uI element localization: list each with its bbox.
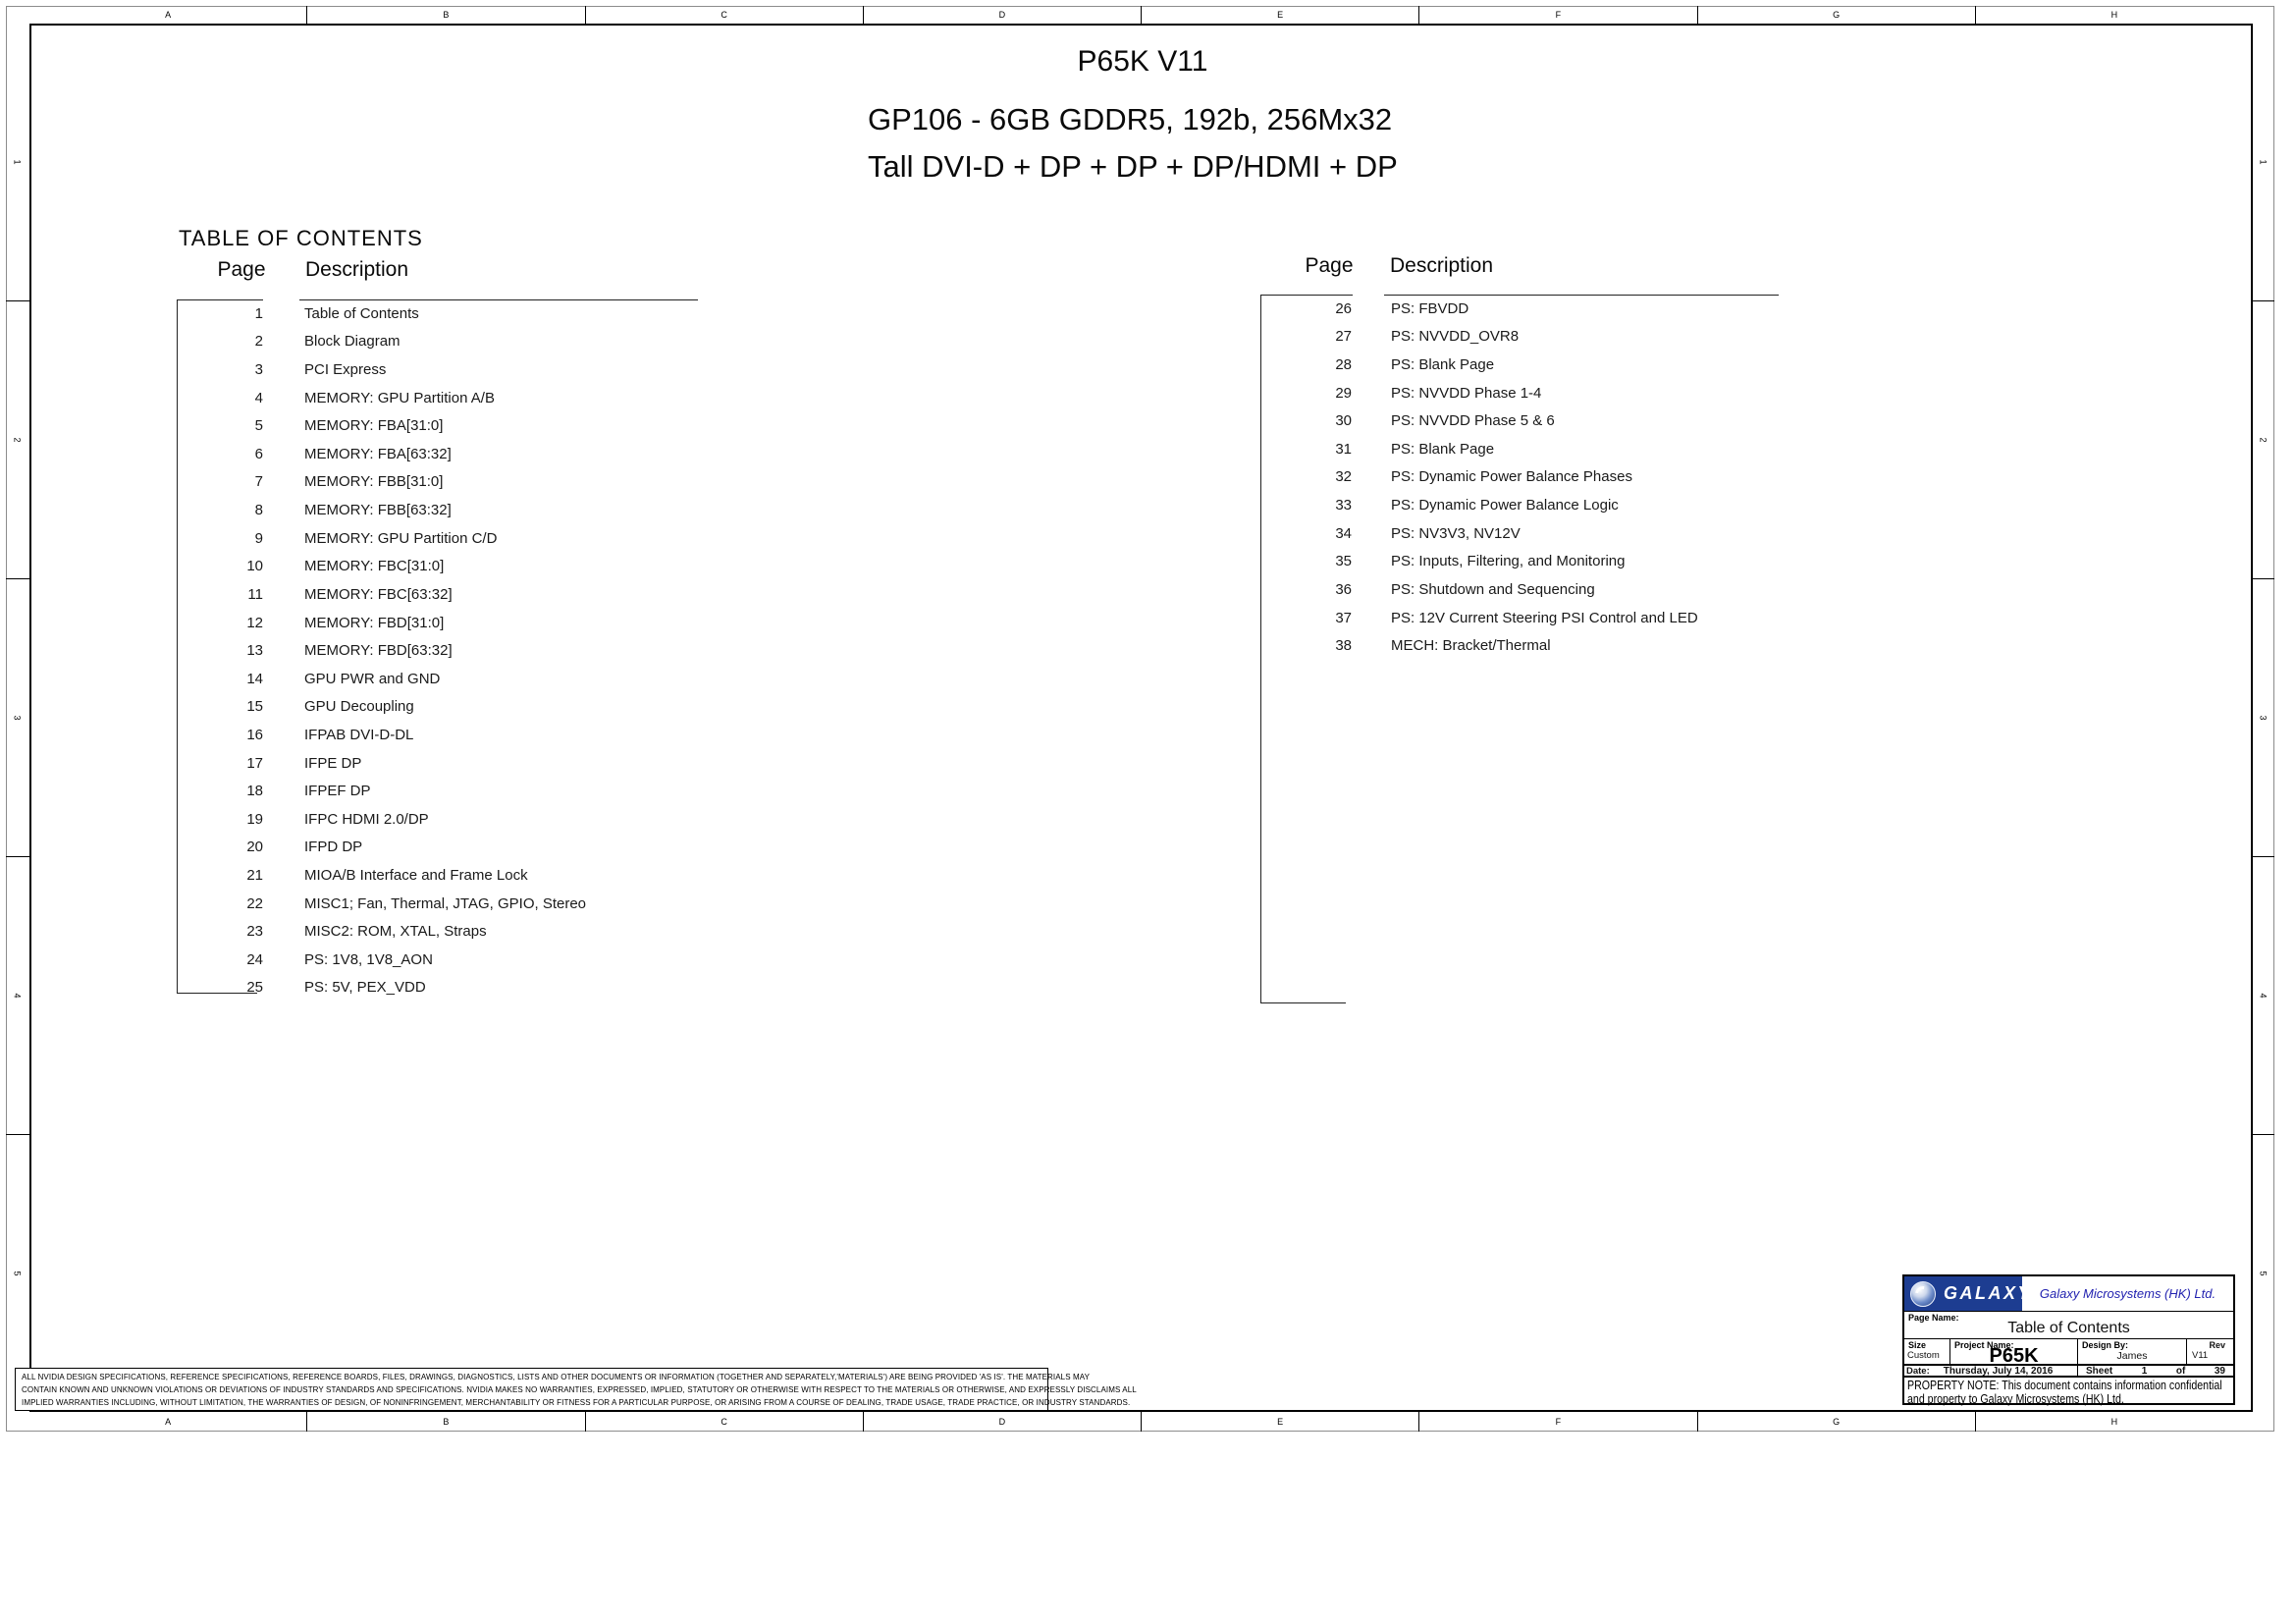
grid-ref-H — [1976, 1412, 2253, 1432]
toc-description: IFPE DP — [304, 754, 362, 772]
date-label: Date: — [1906, 1365, 1930, 1377]
toc-row — [183, 946, 1027, 974]
toc-row — [183, 861, 1027, 890]
toc-page-number: 5 — [254, 417, 263, 435]
toc-row — [1266, 519, 2110, 548]
toc-left-description-header: Description — [305, 258, 409, 281]
toc-description: MEMORY: FBC[31:0] — [304, 558, 445, 575]
project-row — [1904, 1339, 2233, 1366]
toc-description: PS: Blank Page — [1391, 356, 1495, 374]
toc-description: IFPC HDMI 2.0/DP — [304, 810, 429, 828]
toc-description: MECH: Bracket/Thermal — [1391, 637, 1551, 655]
toc-page-number: 13 — [246, 642, 263, 660]
grid-ref-D — [864, 6, 1142, 24]
toc-page-number: 10 — [246, 558, 263, 575]
grid-ruler-bottom — [29, 1412, 2253, 1432]
toc-row — [1266, 435, 2110, 463]
toc-row — [1266, 323, 2110, 352]
grid-ref-4 — [6, 857, 29, 1135]
toc-row — [183, 834, 1027, 862]
toc-row — [183, 552, 1027, 580]
toc-description: PS: 1V8, 1V8_AON — [304, 950, 433, 968]
subtitle-memory-config: GP106 - 6GB GDDR5, 192b, 256Mx32 — [868, 102, 1393, 136]
toc-list-left — [183, 299, 1027, 1001]
toc-page-number: 37 — [1335, 609, 1352, 626]
grid-ref-label: 5 — [12, 1271, 23, 1276]
grid-ref-2 — [6, 301, 29, 579]
grid-ref-label: E — [1277, 10, 1284, 20]
rev-value: V11 — [2192, 1350, 2209, 1361]
toc-description: PS: FBVDD — [1391, 299, 1469, 317]
grid-ref-label: B — [443, 1417, 450, 1427]
toc-page-number: 2 — [254, 333, 263, 351]
toc-description: IFPD DP — [304, 839, 363, 856]
sheet-cell — [2078, 1366, 2233, 1376]
toc-description: PS: NVVDD Phase 1-4 — [1391, 384, 1542, 402]
legal-line: ALL NVIDIA DESIGN SPECIFICATIONS, REFERENCE SPECIFICATIONS, REFERENCE BOARDS, FILES, DRAWINGS, DIAGNOSTICS, LISTS AND OTHER DOCUMENTS OR INFORMATION (TOGETHER AND SEPARATELY,'MATERIALS') ARE BEING PROVIDED 'AS IS'. THE MATERIALS MAY — [22, 1373, 1091, 1381]
toc-right-description-header: Description — [1390, 254, 1494, 277]
toc-right-bracket-vline — [1260, 295, 1261, 1003]
toc-page-number: 22 — [246, 894, 263, 912]
sheet-total: 39 — [2214, 1365, 2225, 1377]
title-block — [1902, 1274, 2235, 1405]
grid-ref-label: B — [443, 10, 450, 20]
toc-row — [1266, 491, 2110, 519]
galaxy-logo — [1904, 1276, 2033, 1311]
toc-page-number: 8 — [254, 502, 263, 519]
toc-description: GPU Decoupling — [304, 698, 414, 716]
toc-page-number: 14 — [246, 670, 263, 687]
grid-ref-label: 1 — [12, 159, 23, 165]
grid-ref-label: A — [165, 1417, 172, 1427]
toc-description: PS: Dynamic Power Balance Phases — [1391, 468, 1632, 486]
toc-row — [183, 890, 1027, 918]
toc-page-number: 20 — [246, 839, 263, 856]
toc-page-number: 26 — [1335, 299, 1352, 317]
size-cell — [1904, 1339, 1950, 1364]
toc-page-number: 23 — [246, 923, 263, 941]
toc-description: MEMORY: FBA[31:0] — [304, 417, 444, 435]
toc-row — [1266, 463, 2110, 492]
project-name-value: P65K — [1989, 1345, 2039, 1367]
toc-row — [183, 917, 1027, 946]
toc-row — [183, 299, 1027, 328]
sheet-number: 1 — [2141, 1365, 2148, 1377]
grid-ref-2 — [2253, 301, 2274, 579]
toc-row — [183, 411, 1027, 440]
toc-page-number: 25 — [246, 979, 263, 997]
grid-ref-F — [1419, 1412, 1697, 1432]
grid-ref-E — [1142, 1412, 1419, 1432]
grid-ref-label: G — [1833, 1417, 1841, 1427]
board-title: P65K V11 — [1077, 45, 1208, 78]
grid-ref-label: 3 — [12, 715, 23, 721]
toc-description: MEMORY: GPU Partition C/D — [304, 529, 498, 547]
toc-description: MEMORY: FBB[63:32] — [304, 502, 452, 519]
toc-description: IFPEF DP — [304, 783, 371, 800]
toc-page-number: 27 — [1335, 328, 1352, 346]
date-cell — [1904, 1366, 2078, 1376]
project-name-cell — [1950, 1339, 2078, 1367]
rev-label: Rev — [2209, 1340, 2225, 1350]
grid-ref-3 — [6, 579, 29, 857]
toc-row — [183, 974, 1027, 1002]
design-by-value: James — [2116, 1350, 2148, 1362]
size-value: Custom — [1907, 1350, 1940, 1361]
toc-page-number: 12 — [246, 614, 263, 631]
grid-ref-label: 4 — [2258, 993, 2269, 999]
grid-ref-label: A — [165, 10, 172, 20]
toc-right-page-header: Page — [1305, 254, 1354, 277]
toc-description: PS: Inputs, Filtering, and Monitoring — [1391, 553, 1626, 570]
grid-ref-label: H — [2110, 10, 2118, 20]
property-note-row — [1904, 1378, 2233, 1408]
toc-row — [183, 580, 1027, 609]
project-name-label: Project Name: — [1954, 1340, 2014, 1350]
grid-ref-C — [586, 1412, 864, 1432]
grid-ref-label: C — [721, 1417, 727, 1427]
toc-description: MEMORY: FBB[31:0] — [304, 473, 444, 491]
toc-page-number: 35 — [1335, 553, 1352, 570]
toc-row — [183, 777, 1027, 805]
grid-ref-4 — [2253, 857, 2274, 1135]
grid-ref-label: C — [721, 10, 727, 20]
toc-row — [183, 636, 1027, 665]
grid-ref-3 — [2253, 579, 2274, 857]
grid-ref-D — [864, 1412, 1142, 1432]
legal-line: CONTAIN KNOWN AND UNKNOWN VIOLATIONS OR DEVIATIONS OF INDUSTRY STANDARDS AND SPECIFICATIONS. NVIDIA MAKES NO WARRANTIES, EXPRESSED, IMPLIED, STATUTORY OR OTHERWISE WITH RESPECT TO THE MATERIALS OR OTHERWISE, AND EXPRESSLY DISCLAIMS ALL — [22, 1385, 1137, 1394]
grid-ref-label: 5 — [2258, 1271, 2269, 1276]
company-name: Galaxy Microsystems (HK) Ltd. — [2039, 1286, 2216, 1301]
legal-line: IMPLIED WARRANTIES INCLUDING, WITHOUT LIMITATION, THE WARRANTIES OF DESIGN, OF NONINFRINGEMENT, MERCHANTABILITY OR FITNESS FOR A PARTICULAR PURPOSE, OR ARISING FROM A COURSE OF DEALING, TRADE USAGE, TRADE PRACTICE, OR INDUSTRY STANDARDS. — [22, 1398, 1131, 1407]
toc-page-number: 28 — [1335, 356, 1352, 374]
toc-description: Block Diagram — [304, 333, 400, 351]
grid-ref-G — [1698, 6, 1976, 24]
page-name-row — [1904, 1312, 2233, 1339]
toc-row — [1266, 604, 2110, 632]
toc-description: PS: 5V, PEX_VDD — [304, 979, 426, 997]
toc-row — [183, 805, 1027, 834]
grid-ref-1 — [6, 24, 29, 301]
toc-description: IFPAB DVI-D-DL — [304, 726, 414, 743]
grid-ref-label: F — [1555, 1417, 1562, 1427]
toc-description: PS: Dynamic Power Balance Logic — [1391, 497, 1619, 514]
toc-description: PS: 12V Current Steering PSI Control and LED — [1391, 609, 1698, 626]
toc-description: GPU PWR and GND — [304, 670, 441, 687]
toc-page-number: 7 — [254, 473, 263, 491]
toc-page-number: 30 — [1335, 412, 1352, 430]
sheet-of-label: of — [2175, 1365, 2186, 1377]
toc-page-number: 11 — [247, 585, 263, 603]
toc-page-number: 38 — [1335, 637, 1352, 655]
toc-row — [183, 524, 1027, 553]
grid-ref-label: D — [998, 10, 1006, 20]
grid-ref-label: F — [1555, 10, 1562, 20]
grid-ref-C — [586, 6, 864, 24]
toc-row — [1266, 351, 2110, 379]
toc-heading: TABLE OF CONTENTS — [179, 226, 423, 250]
toc-row — [183, 721, 1027, 749]
subtitle-display-config: Tall DVI-D + DP + DP + DP/HDMI + DP — [868, 149, 1398, 184]
grid-ref-label: 3 — [2258, 715, 2269, 721]
grid-ref-label: E — [1277, 1417, 1284, 1427]
title-block-logo-row — [1904, 1276, 2233, 1312]
toc-description: PS: NV3V3, NV12V — [1391, 524, 1521, 542]
toc-page-number: 18 — [246, 783, 263, 800]
toc-row — [1266, 547, 2110, 575]
toc-description: MISC2: ROM, XTAL, Straps — [304, 923, 487, 941]
galaxy-logo-text: GALAXY — [1944, 1283, 2033, 1303]
toc-page-number: 15 — [246, 698, 263, 716]
design-by-label: Design By: — [2082, 1340, 2129, 1350]
company-cell — [2022, 1276, 2233, 1311]
toc-page-number: 33 — [1335, 497, 1352, 514]
grid-ref-E — [1142, 6, 1419, 24]
grid-ref-A — [29, 1412, 307, 1432]
design-by-cell — [2078, 1339, 2187, 1364]
property-note: PROPERTY NOTE: This document contains information confidential and property to Galaxy Microsystems (HK) Ltd. — [1907, 1379, 2222, 1406]
toc-page-number: 19 — [246, 810, 263, 828]
toc-page-number: 29 — [1335, 384, 1352, 402]
grid-ruler-left — [6, 24, 29, 1412]
toc-description: MEMORY: GPU Partition A/B — [304, 389, 495, 406]
toc-row — [1266, 379, 2110, 407]
grid-ref-label: 1 — [2258, 159, 2269, 165]
grid-ref-B — [307, 6, 585, 24]
toc-row — [183, 693, 1027, 722]
toc-page-number: 36 — [1335, 580, 1352, 598]
toc-row — [183, 609, 1027, 637]
toc-description: PCI Express — [304, 361, 387, 379]
grid-ref-F — [1419, 6, 1697, 24]
toc-page-number: 21 — [246, 866, 263, 884]
page-name-value: Table of Contents — [2007, 1320, 2130, 1336]
toc-page-number: 16 — [246, 726, 263, 743]
date-value: Thursday, July 14, 2016 — [1943, 1365, 2054, 1377]
grid-ref-label: G — [1833, 10, 1841, 20]
toc-row — [183, 440, 1027, 468]
toc-description: MEMORY: FBD[63:32] — [304, 642, 453, 660]
grid-ref-G — [1698, 1412, 1976, 1432]
grid-ref-5 — [2253, 1135, 2274, 1412]
toc-row — [1266, 406, 2110, 435]
grid-ref-1 — [2253, 24, 2274, 301]
toc-description: MEMORY: FBA[63:32] — [304, 445, 452, 462]
grid-ruler-right — [2253, 24, 2274, 1412]
toc-row — [183, 496, 1027, 524]
toc-row — [183, 328, 1027, 356]
toc-page-number: 17 — [246, 754, 263, 772]
grid-ref-label: H — [2110, 1417, 2118, 1427]
toc-row — [1266, 575, 2110, 604]
toc-description: PS: Blank Page — [1391, 440, 1495, 458]
grid-ruler-top — [29, 6, 2253, 24]
toc-page-number: 4 — [254, 389, 263, 406]
galaxy-globe-icon — [1910, 1281, 1936, 1307]
toc-page-number: 24 — [246, 950, 263, 968]
toc-list-right — [1266, 295, 2110, 660]
nvidia-legal-notice — [15, 1368, 1137, 1411]
grid-ref-A — [29, 6, 307, 24]
grid-ref-label: 2 — [2258, 437, 2269, 443]
toc-row — [183, 665, 1027, 693]
grid-ref-label: 2 — [12, 437, 23, 443]
date-sheet-row — [1904, 1366, 2233, 1378]
rev-cell — [2187, 1339, 2233, 1364]
toc-page-number: 1 — [254, 304, 263, 322]
toc-row — [183, 468, 1027, 497]
toc-left-page-header: Page — [217, 258, 266, 281]
grid-ref-B — [307, 1412, 585, 1432]
sheet-label: Sheet — [2086, 1365, 2113, 1377]
toc-description: MEMORY: FBC[63:32] — [304, 585, 453, 603]
toc-row — [183, 355, 1027, 384]
toc-description: MISC1; Fan, Thermal, JTAG, GPIO, Stereo — [304, 894, 587, 912]
toc-page-number: 34 — [1335, 524, 1352, 542]
toc-page-number: 9 — [254, 529, 263, 547]
toc-row — [1266, 631, 2110, 660]
grid-ref-label: 4 — [12, 993, 23, 999]
toc-description: MIOA/B Interface and Frame Lock — [304, 866, 528, 884]
toc-page-number: 32 — [1335, 468, 1352, 486]
grid-ref-label: D — [998, 1417, 1006, 1427]
toc-right-bracket-bottom-hline — [1260, 1002, 1346, 1003]
toc-description: Table of Contents — [304, 304, 419, 322]
toc-row — [183, 749, 1027, 778]
toc-description: PS: NVVDD_OVR8 — [1391, 328, 1520, 346]
toc-row — [183, 384, 1027, 412]
toc-left-bracket-vline — [177, 299, 178, 994]
toc-row — [1266, 295, 2110, 323]
size-label: Size — [1908, 1340, 1927, 1350]
toc-description: PS: NVVDD Phase 5 & 6 — [1391, 412, 1555, 430]
toc-description: MEMORY: FBD[31:0] — [304, 614, 445, 631]
toc-page-number: 6 — [254, 445, 263, 462]
toc-description: PS: Shutdown and Sequencing — [1391, 580, 1595, 598]
page-name-label: Page Name: — [1908, 1313, 1959, 1323]
toc-page-number: 3 — [254, 361, 263, 379]
grid-ref-H — [1976, 6, 2253, 24]
toc-page-number: 31 — [1335, 440, 1352, 458]
